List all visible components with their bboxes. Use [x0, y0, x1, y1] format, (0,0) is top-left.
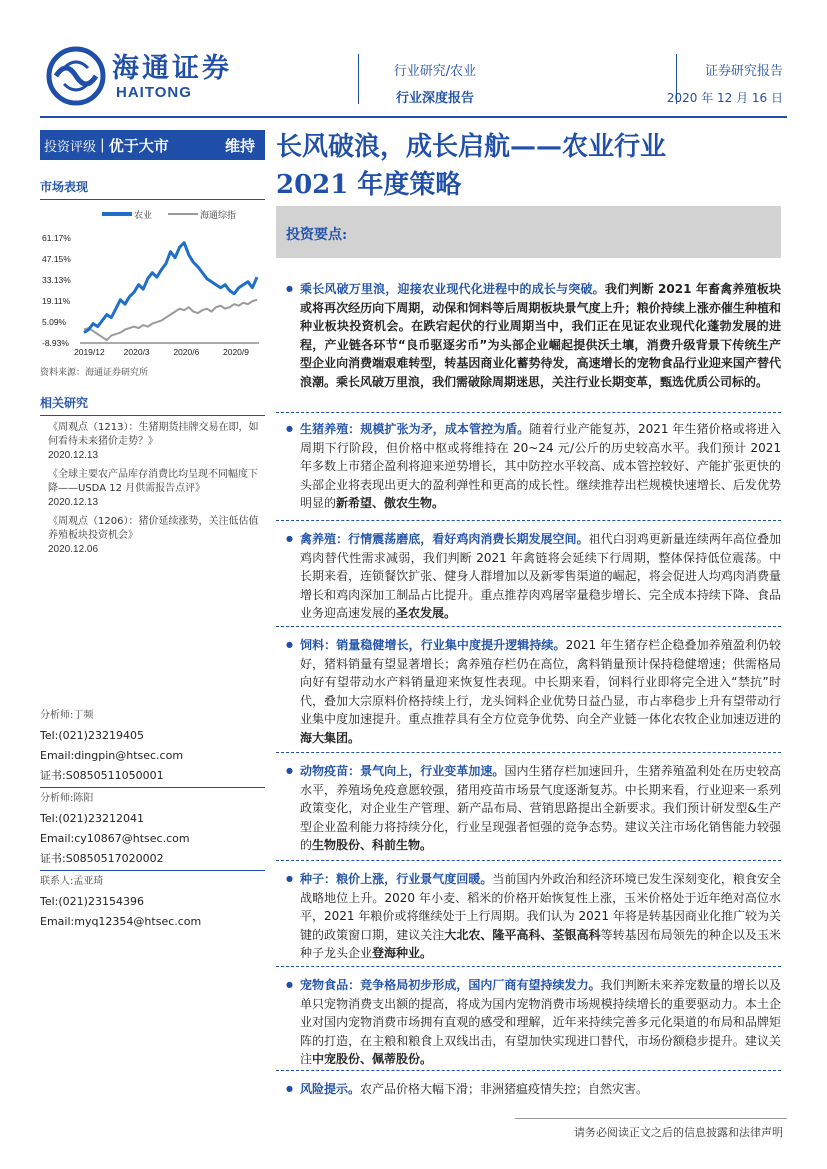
analyst-divider	[40, 787, 265, 788]
market-chart-svg	[40, 200, 265, 365]
legal-disclaimer: 请务必阅读正文之后的信息披露和法律声明	[574, 1126, 783, 1139]
key-points-label: 投资要点:	[286, 227, 348, 243]
report-category: 行业研究/农业	[393, 64, 477, 79]
bullet-divider	[276, 966, 781, 967]
analyst-email[interactable]: Email:myq12354@htsec.com	[40, 915, 202, 928]
bullet-body: 农产品价格大幅下滑；非洲猪瘟疫情失控；自然灾害。	[360, 1082, 649, 1096]
rating-bar	[40, 130, 265, 160]
bullet-recommend: 登海种业。	[372, 946, 433, 961]
market-section	[40, 178, 265, 378]
related-item-date: 2020.12.06	[48, 544, 99, 555]
bullet-body: 2021 年生猪存栏企稳叠加养殖盈利仍较好，猪料销量有望显著增长；禽养殖存栏仍在高位，禽料销量预计保持稳健增速；供需格局向好有望带动水产料销量迎来恢复性表现。中长期来看，饲料行业即将完全进入“禁抗”时代，叠加大宗原料价格持续上行，龙头饲料企业优势日益凸显，市占率稳步上升有望带动行业集中度加速提升。重点推荐具有全方位竞争优势、向全产业链一体化农牧企业加速迈进的	[300, 638, 781, 727]
analyst-cert: 证书:S0850511050001	[40, 769, 164, 782]
bullet-heading: 饲料：销量稳健增长，行业集中度提升逻辑持续。	[300, 638, 566, 652]
section-rule	[40, 415, 265, 416]
header-doc-block	[667, 60, 783, 106]
bullet-body: 祖代白羽鸡更新量连续两年高位叠加鸡肉替代性需求减弱，我们判断 2021 年禽链将会延续下行周期，整体保持低位震荡。中长期来看，连锁餐饮扩张、健身人群增加以及新零售渠道的崛起，将会促进人均鸡肉消费量增长和鸡肉深加工制品占比提升。重点推荐肉鸡屠宰量稳步增长、完全成本持续下降、食品业务迎高速发展的	[300, 532, 781, 621]
related-item-date: 2020.12.13	[48, 450, 99, 461]
bullet-body: 随着行业产能复苏，2021 年生猪价格或将进入周期下行阶段，但价格中枢或将维持在 20~24 元/公斤的历史较高水平。我们预计 2021 年多数上市猪企盈利将迎来逆势增长，其中防控水平较高、成本管控较好、产能扩张更快的头部企业将表现出更大的盈利弹性和更高的成长性。继续推荐出栏规模快速增长、后发优势明显的	[300, 422, 781, 511]
analyst-tel: Tel:(021)23212041	[40, 812, 144, 825]
legend-label: 海通综指	[200, 211, 237, 221]
report-type: 行业深度报告	[395, 91, 474, 106]
key-point-vaccine	[286, 762, 781, 855]
bullet-heading: 种子：粮价上涨，行业景气度回暖。	[300, 872, 493, 886]
header-rule	[40, 116, 787, 118]
doc-type: 证券研究报告	[704, 64, 783, 79]
analyst-divider	[40, 870, 265, 871]
y-tick-label: 47.15%	[42, 254, 71, 264]
analyst-email[interactable]: Email:dingpin@htsec.com	[40, 749, 184, 762]
rating-separator: |	[100, 137, 105, 153]
bullet-heading: 禽养殖：行情震荡磨底，看好鸡肉消费长期发展空间。	[300, 532, 589, 546]
analyst-cert: 证书:S0850517020002	[40, 852, 164, 865]
series-line	[84, 243, 257, 333]
related-item-text: 《周观点（1206）：猪价延续涨势，关注低估值养殖板块投资机会》	[48, 516, 259, 541]
related-item-text: 《全球主要农产品库存消费比均呈现不同幅度下降——USDA 12 月供需报告点评》	[48, 469, 258, 494]
bullet-recommend: 海大集团。	[300, 730, 361, 745]
y-tick-label: -8.93%	[42, 338, 69, 348]
bullet-heading: 动物疫苗：景气向上，行业变革加速。	[300, 764, 505, 778]
analyst-contacts	[40, 706, 265, 932]
rating-label: 投资评级	[44, 139, 97, 155]
header-divider	[358, 54, 359, 104]
analyst-name: 联系人:孟亚琦	[40, 876, 104, 887]
market-title: 市场表现	[40, 180, 89, 194]
related-item[interactable]	[40, 515, 265, 557]
report-date: 2020 年 12 月 16 日	[666, 91, 783, 105]
bullet-divider	[276, 1070, 781, 1071]
bullet-body: 我们判断未来养宠数量的增长以及单只宠物消费支出额的提高，将成为国内宠物消费市场规模持续增长的重要驱动力。本土企业对国内宠物消费市场拥有直观的感受和理解，近年来持续完善多元化渠道的布局和品牌矩阵的打造，在主粮和粮食上双线出击，有望加快实现进口替代，市场份额稳步提升。建议关注	[300, 978, 781, 1067]
bullet-recommend: 中宠股份、佩蒂股份。	[312, 1052, 433, 1067]
bullet-divider	[276, 752, 781, 753]
logo-chinese-name: 海通证券	[112, 53, 232, 84]
rating-value: 优于大市	[108, 136, 169, 155]
analyst-tel: Tel:(021)23219405	[40, 729, 144, 742]
bullet-divider	[276, 626, 781, 627]
bullet-recommend: 生物股份、科前生物。	[312, 838, 433, 853]
haitong-logo-icon	[46, 46, 106, 106]
chart-source: 资料来源：海通证券研究所	[40, 368, 149, 378]
bullet-heading: 宠物食品：竞争格局初步形成，国内厂商有望持续发力。	[300, 978, 601, 992]
key-points-bar	[276, 206, 781, 258]
rating-action: 维持	[224, 136, 255, 155]
bullet-recommend: 大北农、隆平高科、荃银高科	[444, 927, 601, 942]
bullet-divider	[276, 412, 781, 413]
y-tick-label: 61.17%	[42, 233, 71, 243]
series-line	[84, 300, 257, 340]
bullet-body: 等转基因布局领先的种企以及玉米种子龙头企业	[300, 927, 781, 961]
market-performance-chart	[40, 200, 265, 365]
analyst-name: 分析师:陈阳	[40, 793, 94, 804]
y-tick-label: 19.11%	[42, 296, 71, 306]
analyst-tel: Tel:(021)23154396	[40, 895, 144, 908]
x-tick-label: 2020/9	[223, 347, 249, 357]
bullet-body: 国内生猪存栏加速回升，生猪养殖盈利处在历史较高水平，养殖场免疫意愿较强，猪用疫苗市场景气度逐渐复苏。中长期来看，行业迎来一系列政策变化，对企业生产管理、新产品布局、营销思路提出全新要求。我们预计研发型&生产型企业盈利能力将持续分化，行业呈现强者恒强的竞争态势。建议关注市场化销售能力较强的	[300, 764, 781, 853]
bullet-divider	[276, 520, 781, 521]
bullet-heading: 乘长风破万里浪，迎接农业现代化进程中的成长与突破。	[300, 282, 605, 296]
bullet-recommend: 新希望、傲农生物。	[336, 496, 445, 511]
x-tick-label: 2019/12	[74, 347, 105, 357]
title-line-1: 长风破浪，成长启航——农业行业	[276, 132, 667, 162]
related-item[interactable]	[40, 468, 265, 510]
left-sidebar	[40, 130, 265, 557]
analyst-name: 分析师:丁频	[40, 710, 94, 721]
related-item-text: 《周观点（1213）：生猪期货挂牌交易在即，如何看待未来猪价走势？》	[48, 422, 259, 447]
bullet-heading: 风险提示。	[300, 1082, 361, 1096]
logo-english-name: HAITONG	[116, 84, 192, 101]
key-point-poultry	[286, 530, 781, 623]
related-title: 相关研究	[40, 396, 89, 410]
key-point-hog	[286, 420, 781, 513]
bullet-body: 我们判断 2021 年畜禽养殖板块或将再次经历向下周期，动保和饲料等后周期板块景气度上升；粮价持续上涨亦催生种植和种业板块投资机会。在跌宕起伏的行业周期当中，我们正在见证农业现代化蓬勃发展的进程，产业链各环节“良币驱逐劣币”为头部企业崛起提供沃土壤，消费升级背景下传统生产型企业向消费端艰难转型，转基因商业化蓄势待发，高速增长的宠物食品行业迎来国产替代浪潮。乘长风破万里浪，我们需破除周期迷思，关注行业长期变革，甄选优质公司标的。	[300, 282, 781, 389]
analyst-email[interactable]: Email:cy10867@htsec.com	[40, 832, 190, 845]
header-category-block	[380, 60, 490, 106]
key-point-pet-food	[286, 976, 781, 1069]
bullet-recommend: 圣农发展。	[396, 606, 457, 621]
bullet-divider	[276, 860, 781, 861]
title-line-2: 2021 年度策略	[276, 170, 462, 200]
related-research-section	[40, 394, 265, 557]
key-point-risk	[286, 1080, 648, 1099]
key-point-feed	[286, 636, 781, 748]
x-tick-label: 2020/6	[173, 347, 200, 357]
x-tick-label: 2020/3	[123, 347, 150, 357]
report-header	[40, 40, 787, 112]
legend-label: 农业	[134, 211, 153, 221]
bullet-heading: 生猪养殖：规模扩张为矛，成本管控为盾。	[300, 422, 530, 436]
y-tick-label: 33.13%	[42, 275, 71, 285]
bullet-body: 当前国内外政治和经济环境已发生深刻变化，粮食安全战略地位上升。2020 年小麦、稻米的价格开始恢复性上涨，玉米价格处于近年绝对高位水平，2021 年粮价或将继续处于上行周期。我们认为 2021 年将是转基因商业化推广较为关键的政策窗口期，建议关注	[300, 872, 781, 942]
key-point-overview	[286, 280, 781, 392]
related-item-date: 2020.12.13	[48, 497, 99, 508]
footer-rule	[515, 1118, 787, 1119]
key-point-seed	[286, 870, 781, 963]
related-item[interactable]	[40, 421, 265, 463]
y-tick-label: 5.09%	[42, 317, 67, 327]
report-title	[276, 128, 787, 204]
